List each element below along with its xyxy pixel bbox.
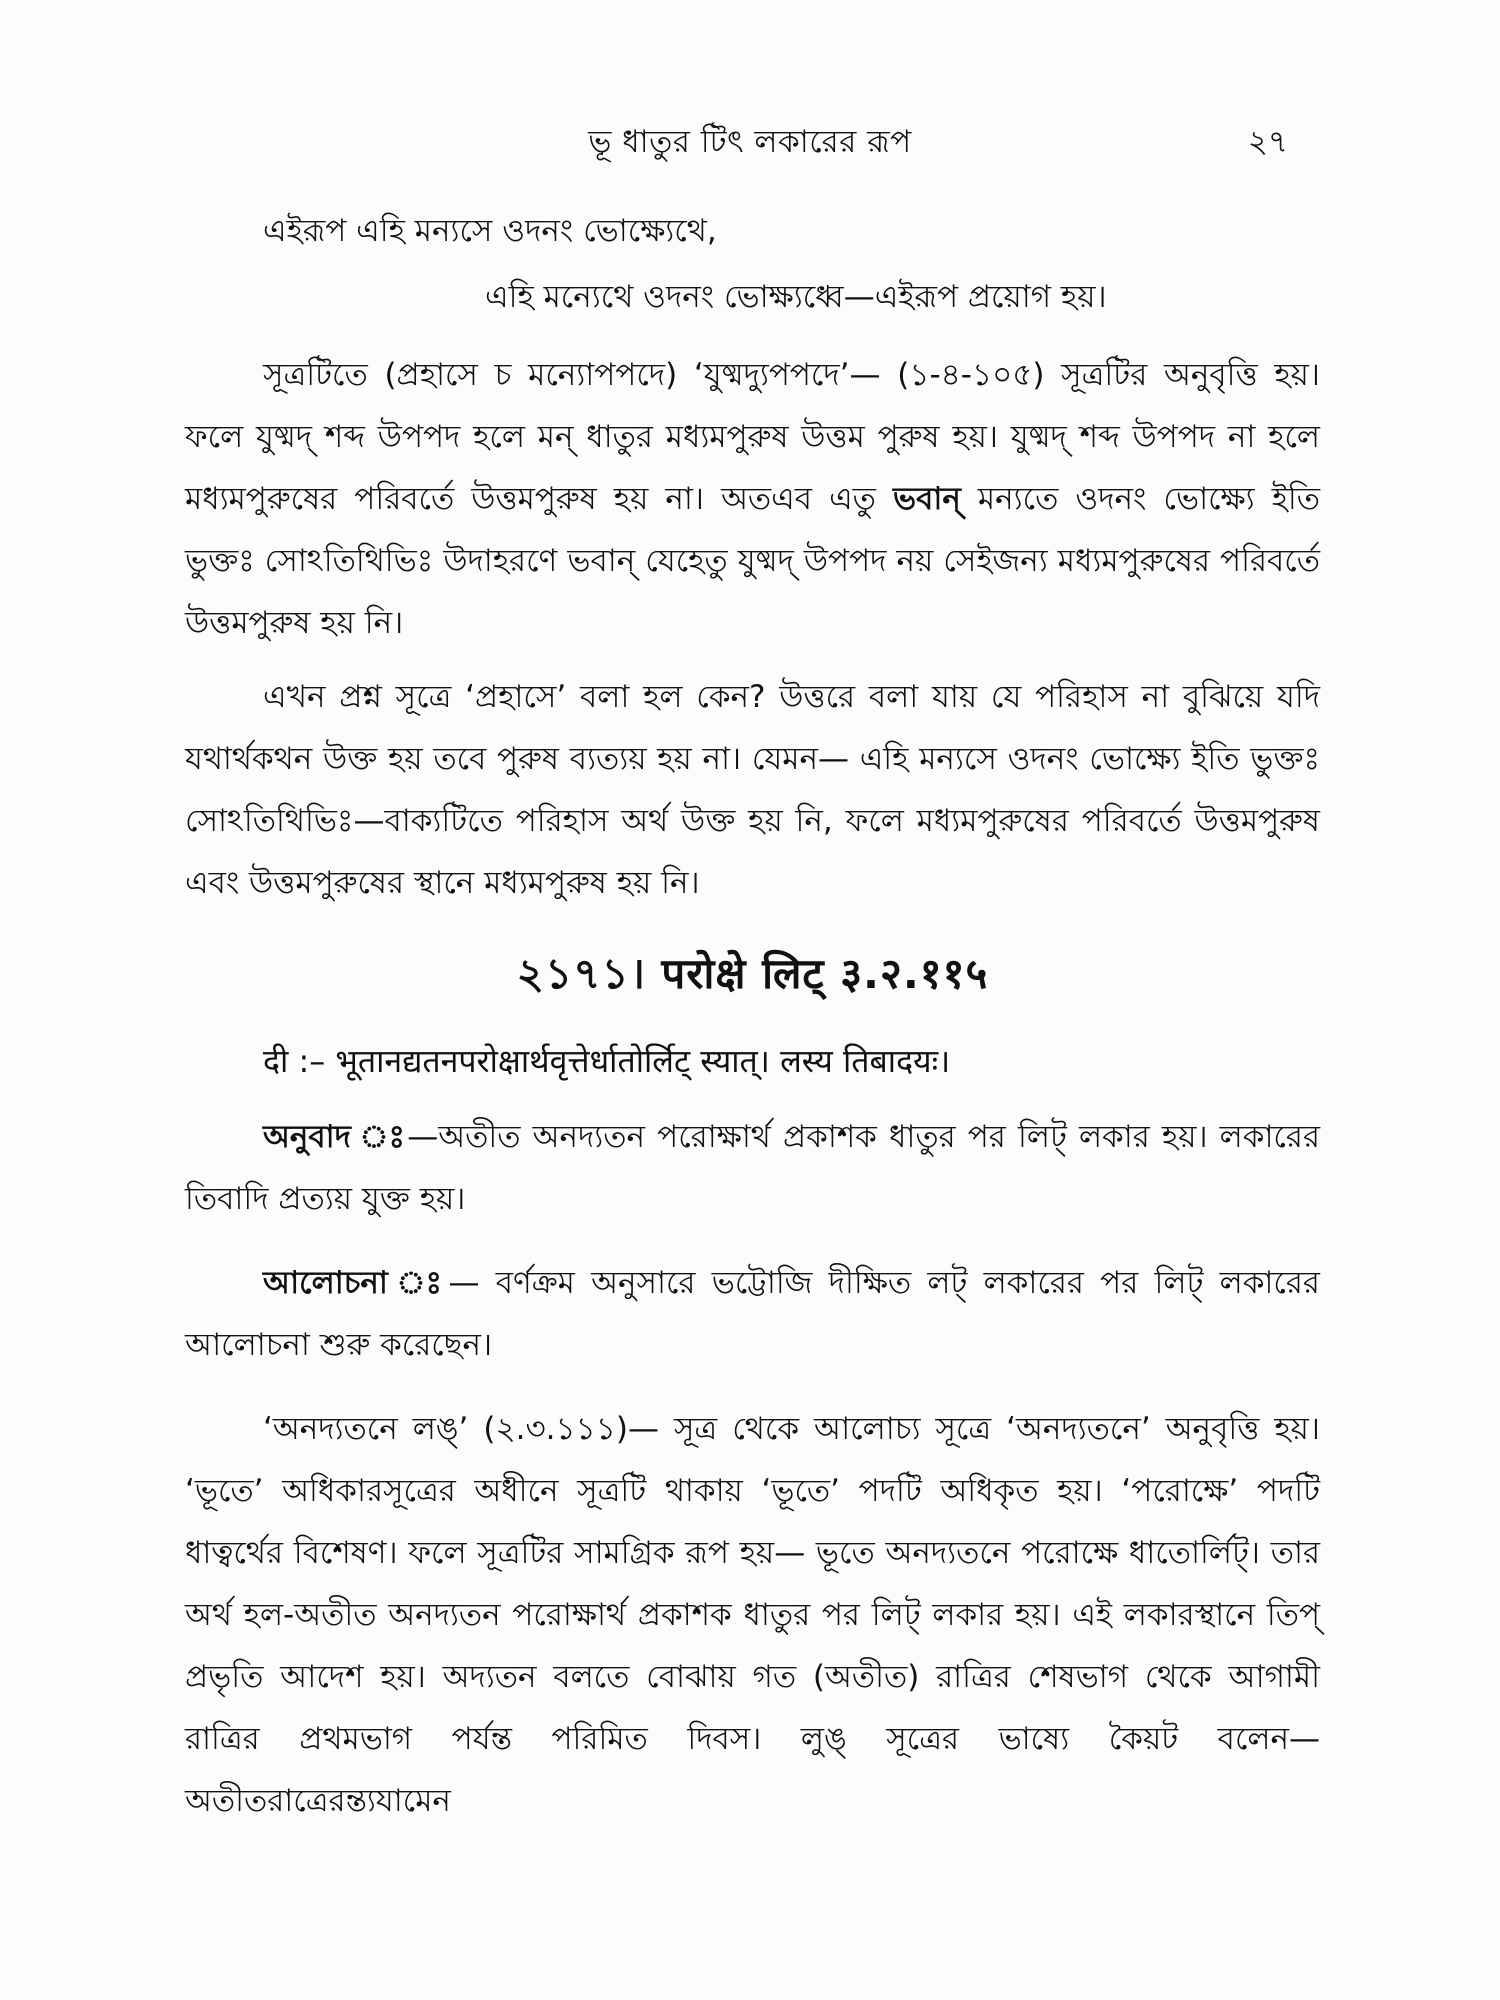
discussion-text: — বর্ণক্রম অনুসারে ভট্টোজি দীক্ষিত লট্ লকারের পর লিট্ লকারের আলোচনা শুরু করেছেন।	[185, 1265, 1320, 1363]
paragraph-anadyatane: ‘অনদ্যতনে লঙ্’ (২.৩.১১১)— সূত্র থেকে আলোচ্য সূত্রে ‘অনদ্যতনে’ অনুবৃত্তি হয়। ‘ভূতে’ অধিকারসূত্রের অধীনে সূত্রটি থাকায় ‘ভূতে’ পদটি অধিকৃত হয়। ‘পরোক্ষে’ পদটি ধাত্বর্থের বিশেষণ। ফলে সূত্রটির সামগ্রিক রূপ হয়— ভূতে অনদ্যতনে পরোক্ষে ধাতোর্লিট্। তার অর্থ হল-অতীত অনদ্যতন পরোক্ষার্থ প্রকাশক ধাতুর পর লিট্ লকার হয়। এই লকারস্থানে তিপ্ প্রভৃতি আদেশ হয়। অদ্যতন বলতে বোঝায় গত (অতীত) রাত্রির শেষভাগ থেকে আগামী রাত্রির প্রথমভাগ পর্যন্ত পরিমিত দিবস। লুঙ্ সূত্রের ভাষ্যে কৈয়ট বলেন— অতীতরাত্রেরন্ত্যযামেন	[185, 1411, 1320, 1819]
page-number: ২৭	[1247, 124, 1288, 160]
page-body	[185, 200, 1320, 1832]
paragraph-text-continued: মন্যতে ওদনং ভোক্ষ্যে ইতি ভুক্তঃ সোঽতিথিভিঃ উদাহরণে ভবান্ যেহেতু যুষ্মদ্ উপপদ নয় সেইজন্য মধ্যমপুরুষের পরিবর্তে উত্তমপুরুষ হয় নি।	[185, 481, 1320, 641]
discussion-label: আলোচনা ঃ	[263, 1265, 449, 1301]
running-header-title: ভূ ধাতুর টিৎ লকারের রূপ	[588, 124, 912, 160]
paragraph-question: এখন প্রশ্ন সূত্রে ‘প্রহাসে’ বলা হল কেন? উত্তরে বলা যায় যে পরিহাস না বুঝিয়ে যদি যথার্থকথন উক্ত হয় তবে পুরুষ ব্যত্যয় হয় না। যেমন— এহি মন্যসে ওদনং ভোক্ষ্যে ইতি ভুক্তঃ সোঽতিথিভিঃ—বাক্যটিতে পরিহাস অর্থ উক্ত হয় নি, ফলে মধ্যমপুরুষের পরিবর্তে উত্তমপুরুষ এবং উত্তমপুরুষের স্থানে মধ্যমপুরুষ হয় নি।	[185, 679, 1320, 901]
deekshit-commentary: दी :– भूतानद्यतनपरोक्षार्थवृत्तेर्धातोर्लिट् स्यात्। लस्य तिबादयः।	[263, 1042, 951, 1080]
translation-text: —অতীত অনদ্যতন পরোক্ষার্থ প্রকাশক ধাতুর পর লিট্ লকার হয়। লকারের তিবাদি প্রত্যয় যুক্ত হয়।	[185, 1119, 1320, 1217]
translation-label: অনুবাদ ঃ	[263, 1119, 408, 1155]
translation-paragraph	[185, 1106, 1320, 1230]
sutra-heading: ২১৭১। परोक्षे लिट् ३.२.११५	[516, 949, 989, 998]
bold-term: ভবান্	[893, 481, 961, 517]
example-line-2: এহি মন্যেথে ওদনং ভোক্ষ্যধ্বে—এইরূপ প্রয়োগ হয়।	[485, 279, 1107, 315]
example-line-1: এইরূপ এহি মন্যসে ওদনং ভোক্ষ্যেথে,	[263, 213, 717, 249]
paragraph-sutra-explanation	[185, 344, 1320, 654]
paragraph-text: সূত্রটিতে (প্রহাসে চ মন্যোপপদে) ‘যুষ্মদ্যুপপদে’— (১-৪-১০৫) সূত্রটির অনুবৃত্তি হয়। ফলে যুষ্মদ্ শব্দ উপপদ হলে মন্ ধাতুর মধ্যমপুরুষ উত্তম পুরুষ হয়। যুষ্মদ্ শব্দ উপপদ না হলে মধ্যমপুরুষের পরিবর্তে উত্তমপুরুষ হয় না। অতএব এতু	[185, 357, 1320, 517]
discussion-paragraph	[185, 1252, 1320, 1376]
